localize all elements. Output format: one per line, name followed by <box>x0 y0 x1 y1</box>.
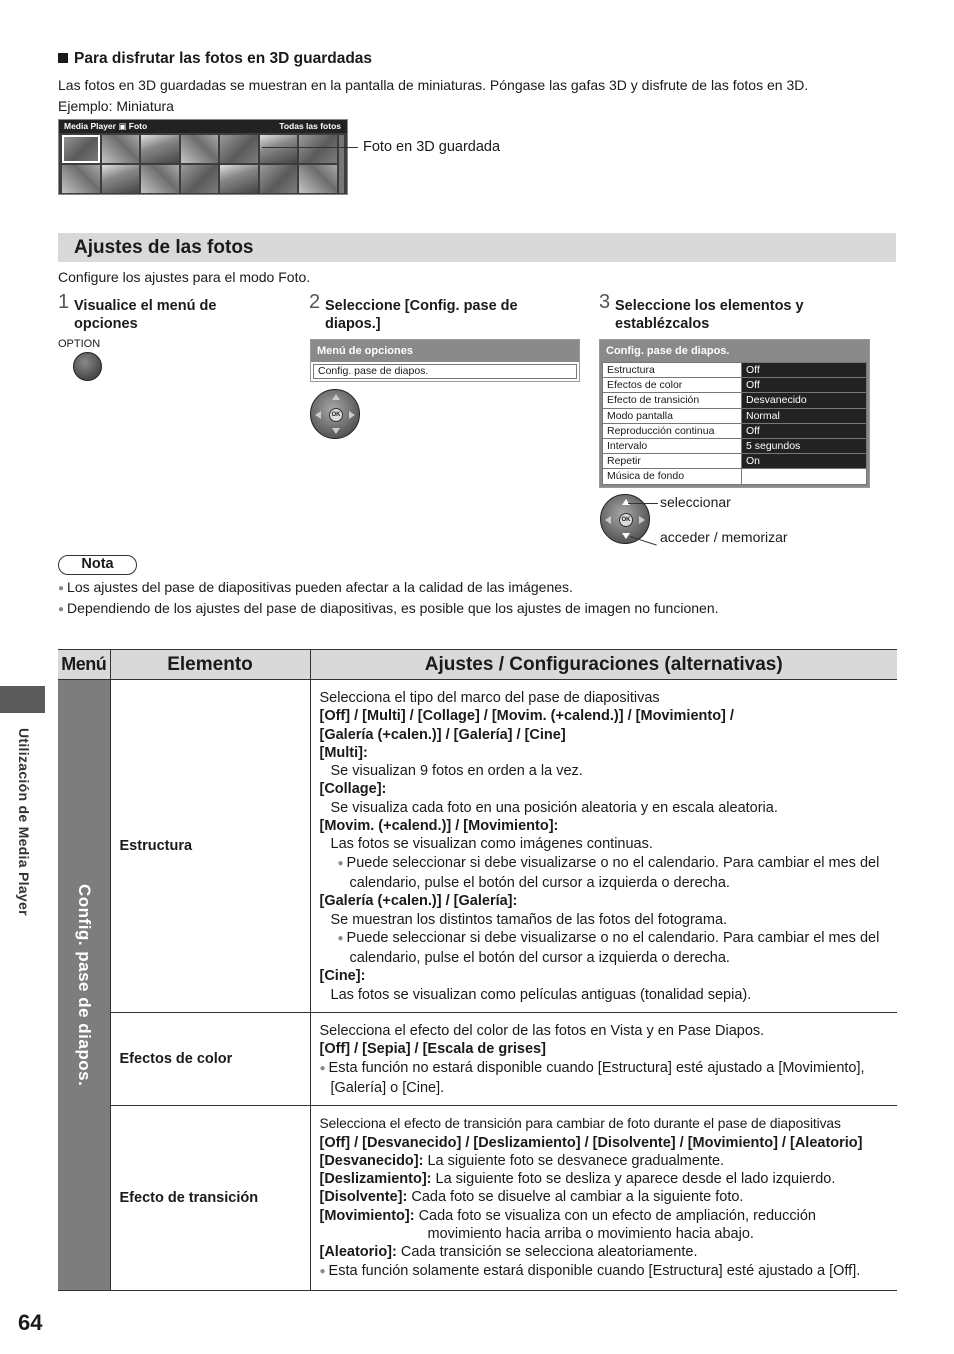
config-row: Estructura Off <box>603 363 867 378</box>
option-label: OPTION <box>58 338 101 350</box>
config-menu-illustration <box>599 339 870 488</box>
thumbnail-photo <box>102 165 140 193</box>
bullet-item: ● Esta función solamente estará disponible cuando [Estructura] esté ajustado a [Off]. <box>319 1262 861 1279</box>
section-title: Ajustes de las fotos <box>58 233 896 262</box>
table-row <box>58 680 897 1013</box>
callout-line <box>262 147 358 148</box>
dpad-icon <box>600 494 650 544</box>
dpad-icon <box>310 389 360 439</box>
thumbnail-photo-3d <box>260 135 298 163</box>
down-arrow-icon <box>332 428 340 434</box>
element-efecto-transicion: Efecto de transición <box>110 1106 310 1291</box>
leader-line <box>628 503 658 504</box>
config-row: Efectos de color Off <box>603 378 867 393</box>
bullet-item: ● Puede seleccionar si debe visualizarse o no el calendario. Para cambiar el mes del calendario, pulse el botón del cursor a izquierda o derecha. <box>337 854 880 891</box>
config-row: Reproducción continua Off <box>603 423 867 438</box>
config-row: Intervalo 5 segundos <box>603 438 867 453</box>
dpad-select-label: seleccionar <box>660 494 731 510</box>
table-row <box>58 1013 897 1106</box>
callout-3d-photo: Foto en 3D guardada <box>363 139 501 155</box>
step-1: 1 Visualice el menú de opciones <box>58 291 217 332</box>
thumbnail-photo <box>102 135 140 163</box>
config-menu-table <box>602 362 867 485</box>
bullet-item: ● Puede seleccionar si debe visualizarse o no el calendario. Para cambiar el mes del calendario, pulse el botón del cursor a izquierda o derecha. <box>337 929 880 967</box>
side-tab-marker <box>0 686 45 713</box>
thumbnail-photo <box>299 165 337 193</box>
thumbnail-photo <box>220 135 258 163</box>
bullet-item: ● Esta función no estará disponible cuando [Estructura] esté ajustado a [Movimiento], [Galería] o [Cine]. <box>319 1059 865 1096</box>
thumbnail-photo <box>62 165 100 193</box>
thumbnail-photo <box>220 165 258 193</box>
up-arrow-icon <box>332 394 340 400</box>
settings-table <box>58 649 897 1291</box>
thumbnail-screen-illustration <box>58 119 348 195</box>
bullet-icon: ● <box>58 583 65 594</box>
note-badge: Nota <box>58 555 137 575</box>
side-chapter-label: Utilización de Media Player <box>16 728 32 916</box>
thumbnail-photo <box>181 135 219 163</box>
dpad-enter-label: acceder / memorizar <box>660 529 788 545</box>
header-element: Elemento <box>110 650 310 680</box>
thumbnail-photo <box>141 135 179 163</box>
desc-efecto-transicion: Selecciona el efecto de transición para cambiar de foto durante el pase de diapositivas [Off] / [Desvanecido] / [Deslizamiento] / [Disolvente] / [Movimiento] / [Aleatorio] [Desvanecido]: La siguiente foto se desvanece gradualmente. [Deslizamiento]: La siguiente foto se desliza y aparece desde el lado izquierdo. [Disolvente]: Cada foto se disuelve al cambiar a la siguiente foto. [Movimiento]: Cada foto se visualiza con un efecto de ampliación, reducción movimiento hacia arriba o movimiento hacia abajo. [Aleatorio]: Cada transición se selecciona aleatoriamente. ● Esta función solamente estará disponible cuando [Estructura] esté ajustado a [Off]. <box>310 1106 897 1291</box>
thumbnail-photo <box>141 165 179 193</box>
header-menu: Menú <box>58 650 110 680</box>
ok-button-icon: OK <box>619 513 633 527</box>
element-efectos-color: Efectos de color <box>110 1013 310 1106</box>
section-3d-text: Las fotos en 3D guardadas se muestran en la pantalla de miniaturas. Póngase las gafas 3D y disfrute de las fotos en 3D. Ejemplo: Miniatura <box>58 77 809 114</box>
note-item: ● Los ajustes del pase de diapositivas pueden afectar a la calidad de las imágenes. <box>58 579 573 595</box>
menu-cell <box>58 680 110 1291</box>
right-arrow-icon <box>639 516 645 524</box>
options-menu-illustration <box>310 339 580 382</box>
down-arrow-icon <box>622 533 630 539</box>
option-button-icon <box>73 352 102 381</box>
thumbnail-grid <box>62 135 337 193</box>
square-bullet-icon <box>58 53 68 63</box>
bullet-icon: ● <box>337 857 344 869</box>
section-3d-title: Para disfrutar las fotos en 3D guardadas <box>58 50 372 68</box>
config-row: Efecto de transición Desvanecido <box>603 393 867 408</box>
config-row: Música de fondo <box>603 469 867 484</box>
folder-icon: ▣ <box>118 121 127 131</box>
thumbnail-photo <box>181 165 219 193</box>
step-2: 2 Seleccione [Config. pase de diapos.] <box>309 291 518 332</box>
options-menu-item: Config. pase de diapos. <box>313 364 577 379</box>
config-row: Repetir On <box>603 454 867 469</box>
ok-button-icon: OK <box>329 408 343 422</box>
step-3: 3 Seleccione los elementos y establézcalos <box>599 291 804 332</box>
bullet-icon: ● <box>337 932 344 944</box>
element-estructura: Estructura <box>110 680 310 1013</box>
right-arrow-icon <box>349 411 355 419</box>
thumbnail-photo <box>299 135 337 163</box>
bullet-icon: ● <box>319 1265 326 1277</box>
options-menu-header: Menú de opciones <box>311 340 579 362</box>
section-intro: Configure los ajustes para el modo Foto. <box>58 269 311 285</box>
page-number: 64 <box>18 1310 43 1335</box>
table-row <box>58 1106 897 1291</box>
note-list <box>58 578 719 620</box>
desc-efectos-color: Selecciona el efecto del color de las fotos en Vista y en Pase Diapos. [Off] / [Sepia] / [Escala de grises] ● Esta función no estará disponible cuando [Estructura] esté ajustado a [Movimiento], [Galería] o [Cine]. <box>310 1013 897 1106</box>
thumbnail-photo <box>62 135 100 163</box>
config-menu-header: Config. pase de diapos. <box>606 345 730 357</box>
header-settings: Ajustes / Configuraciones (alternativas) <box>310 650 897 680</box>
left-arrow-icon <box>315 411 321 419</box>
desc-estructura: Selecciona el tipo del marco del pase de diapositivas [Off] / [Multi] / [Collage] / [Movim. (+calend.)] / [Movimiento] / [Galería (+calen.)] / [Galería] / [Cine] [Multi]: Se visualizan 9 fotos en orden a la vez. [Collage]: Se visualiza cada foto en una posición aleatoria y en escala aleatoria. [Movim. (+calend.)] / [Movimiento]: Las fotos se visualizan como imágenes continuas. ● Puede seleccionar si debe visualizarse o no el calendario. Para cambiar el mes del calendario, pulse el botón del cursor a izquierda o derecha. [Galería (+calen.)] / [Galería]: Se muestran los distintos tamaños de las fotos del fotograma. ● Puede seleccionar si debe visualizarse o no el calendario. Para cambiar el mes del calendario, pulse el botón del cursor a izquierda o derecha. [Cine]: Las fotos se visualizan como películas antiguas (tonalidad sepia). <box>310 680 897 1013</box>
table-header-row <box>58 650 897 680</box>
left-arrow-icon <box>605 516 611 524</box>
thumbnail-scrollbar <box>339 135 344 193</box>
bullet-icon: ● <box>319 1062 326 1074</box>
config-row: Modo pantalla Normal <box>603 408 867 423</box>
note-item: ● Dependiendo de los ajustes del pase de diapositivas, es posible que los ajustes de imagen no funcionen. <box>58 600 719 616</box>
thumbnail-header-bar: Media Player ▣ Foto Todas las fotos <box>59 120 347 133</box>
up-arrow-icon <box>622 499 630 505</box>
thumbnail-photo <box>260 165 298 193</box>
menu-name: Config. pase de diapos. <box>74 883 94 1087</box>
bullet-icon: ● <box>58 604 65 615</box>
